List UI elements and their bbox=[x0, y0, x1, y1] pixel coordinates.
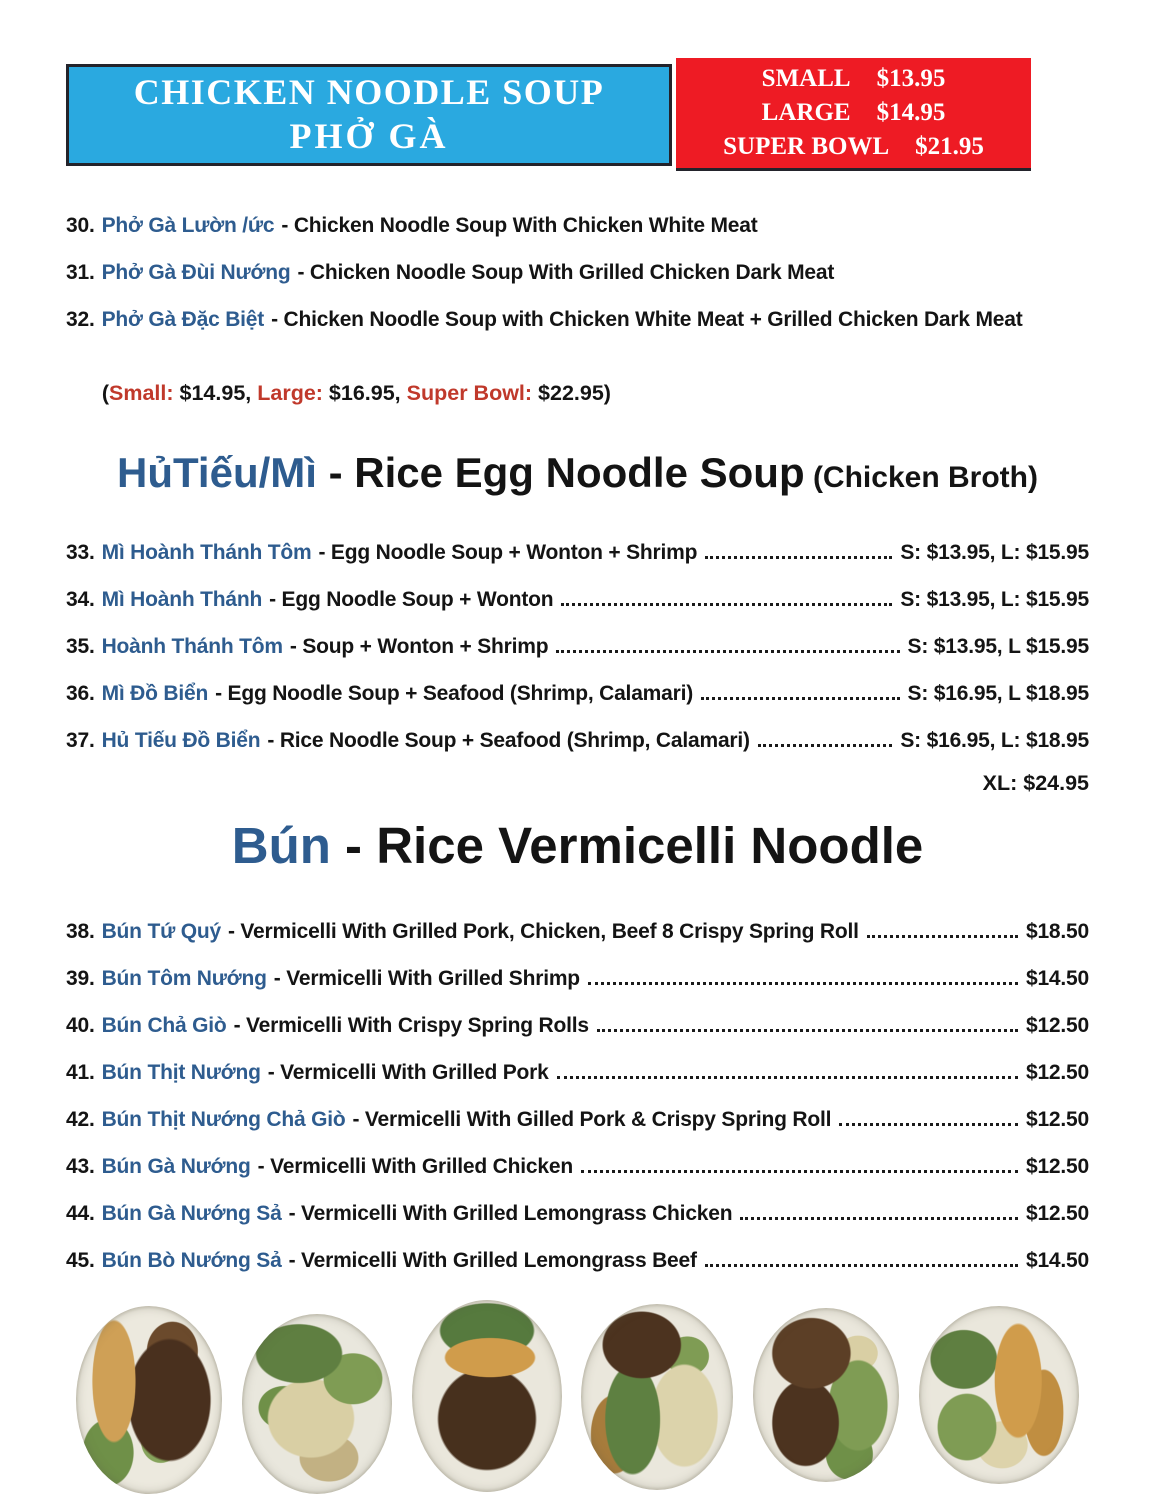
pho-ga-banner bbox=[66, 58, 1089, 171]
menu-item-33 bbox=[66, 542, 1089, 564]
vermicelli-bowl-photo-4 bbox=[581, 1304, 733, 1490]
note-size-label: Large: bbox=[257, 381, 323, 405]
item-name-vietnamese: Bún Thịt Nướng bbox=[101, 1061, 261, 1085]
item-number: 32. bbox=[66, 308, 95, 331]
pho-ga-items bbox=[66, 215, 1089, 431]
item-number: 35. bbox=[66, 634, 95, 658]
dot-leader bbox=[701, 697, 900, 700]
size-price: $21.95 bbox=[915, 132, 984, 160]
hutieu-section-heading bbox=[66, 447, 1089, 500]
item-description: - Vermicelli With Grilled Shrimp bbox=[273, 967, 580, 991]
dot-leader bbox=[557, 1076, 1018, 1079]
size-label: SUPER BOWL bbox=[723, 132, 890, 160]
vermicelli-bowl-photo-2 bbox=[242, 1314, 392, 1494]
heading-english: Rice Vermicelli Noodle bbox=[376, 816, 924, 874]
note-price: $22.95) bbox=[532, 381, 611, 405]
item-price: S: $16.95, L $18.95 bbox=[907, 681, 1089, 705]
item-price: $18.50 bbox=[1025, 920, 1089, 944]
dot-leader bbox=[758, 744, 893, 747]
item-number: 31. bbox=[66, 261, 95, 284]
heading-separator: - bbox=[330, 816, 377, 874]
vermicelli-bowl-photo-6 bbox=[919, 1306, 1079, 1484]
item-price: $12.50 bbox=[1025, 1202, 1089, 1226]
item-number: 30. bbox=[66, 214, 95, 237]
item-number: 45. bbox=[66, 1249, 95, 1273]
size-price-row bbox=[676, 62, 1031, 96]
note-size-label: Super Bowl: bbox=[406, 381, 533, 405]
item-name-vietnamese: Bún Chả Giò bbox=[101, 1014, 227, 1038]
menu-item-35 bbox=[66, 636, 1089, 658]
size-price: $13.95 bbox=[876, 65, 946, 93]
hutieu-items bbox=[66, 542, 1089, 796]
item-number: 38. bbox=[66, 920, 95, 944]
dot-leader bbox=[588, 982, 1018, 985]
item-number: 34. bbox=[66, 587, 95, 611]
item-name-vietnamese: Bún Tôm Nướng bbox=[101, 967, 267, 991]
item-price: S: $16.95, L: $18.95 bbox=[900, 728, 1089, 752]
item-description: - Vermicelli With Grilled Pork bbox=[267, 1061, 549, 1085]
item-description: - Soup + Wonton + Shrimp bbox=[289, 634, 549, 658]
item-description: - Chicken Noodle Soup With Chicken White Meat bbox=[281, 214, 758, 237]
heading-vietnamese: Bún bbox=[231, 816, 331, 874]
menu-item-37 bbox=[66, 730, 1089, 752]
item-price: $12.50 bbox=[1025, 1155, 1089, 1179]
dot-leader bbox=[556, 650, 899, 653]
item-price: $12.50 bbox=[1025, 1108, 1089, 1132]
menu-item-32 bbox=[66, 309, 1089, 331]
size-price-row bbox=[676, 96, 1031, 130]
menu-item-43 bbox=[66, 1156, 1089, 1178]
item-name-vietnamese: Bún Tứ Quý bbox=[101, 920, 221, 944]
dot-leader bbox=[839, 1123, 1018, 1126]
dot-leader bbox=[705, 1264, 1018, 1267]
item-description: - Vermicelli With Grilled Lemongrass Beef bbox=[288, 1249, 697, 1273]
item-number: 39. bbox=[66, 967, 95, 991]
item-price: $12.50 bbox=[1025, 1061, 1089, 1085]
bun-items bbox=[66, 921, 1089, 1272]
vermicelli-bowl-photo-3 bbox=[412, 1300, 562, 1492]
size-label: SMALL bbox=[761, 65, 851, 93]
item-description: - Egg Noodle Soup + Wonton bbox=[269, 587, 554, 611]
menu-item-38 bbox=[66, 921, 1089, 943]
menu-item-30 bbox=[66, 215, 1089, 237]
heading-separator: - bbox=[316, 449, 355, 496]
banner-title-vietnamese: PHỞ GÀ bbox=[289, 115, 449, 156]
item-price: $12.50 bbox=[1025, 1014, 1089, 1038]
menu-item-36 bbox=[66, 683, 1089, 705]
note-price: $16.95, bbox=[322, 381, 407, 405]
size-label: LARGE bbox=[761, 99, 851, 127]
item-name-vietnamese: Bún Gà Nướng Sả bbox=[101, 1202, 282, 1226]
item-description: - Chicken Noodle Soup with Chicken White Meat + Grilled Chicken Dark Meat bbox=[271, 308, 1023, 331]
item-price: $14.50 bbox=[1025, 967, 1089, 991]
menu-item-31 bbox=[66, 262, 1089, 284]
banner-title-box bbox=[66, 64, 672, 166]
menu-item-41 bbox=[66, 1062, 1089, 1084]
item-number: 37. bbox=[66, 728, 95, 752]
item-price: $14.50 bbox=[1025, 1249, 1089, 1273]
item-price: S: $13.95, L: $15.95 bbox=[900, 540, 1089, 564]
dot-leader bbox=[597, 1029, 1018, 1032]
menu-item-45 bbox=[66, 1250, 1089, 1272]
heading-subtitle: (Chicken Broth) bbox=[804, 461, 1038, 494]
item-number: 41. bbox=[66, 1061, 95, 1085]
banner-title-english: CHICKEN NOODLE SOUP bbox=[133, 72, 605, 113]
item-name-vietnamese: Mì Hoành Thánh Tôm bbox=[101, 540, 312, 564]
item-number: 33. bbox=[66, 540, 95, 564]
item-name-vietnamese: Phở Gà Lườn /ức bbox=[101, 214, 275, 237]
item-name-vietnamese: Hủ Tiếu Đồ Biển bbox=[101, 728, 261, 752]
item-name-vietnamese: Mì Hoành Thánh bbox=[101, 587, 263, 611]
item-description: - Egg Noodle Soup + Wonton + Shrimp bbox=[318, 540, 698, 564]
note-price: $14.95, bbox=[173, 381, 258, 405]
pho-ga-special-price-note bbox=[66, 356, 1089, 431]
item-description: - Vermicelli With Grilled Pork, Chicken, Beef 8 Crispy Spring Roll bbox=[227, 920, 859, 944]
menu-item-34 bbox=[66, 589, 1089, 611]
note-size-label: Small: bbox=[109, 381, 174, 405]
menu-item-39 bbox=[66, 968, 1089, 990]
item-number: 43. bbox=[66, 1155, 95, 1179]
heading-vietnamese: HủTiếu/Mì bbox=[117, 449, 317, 496]
item-description: - Chicken Noodle Soup With Grilled Chicken Dark Meat bbox=[297, 261, 835, 284]
item-description: - Vermicelli With Crispy Spring Rolls bbox=[233, 1014, 589, 1038]
heading-english: Rice Egg Noodle Soup bbox=[354, 449, 805, 496]
item-number: 44. bbox=[66, 1202, 95, 1226]
dot-leader bbox=[705, 556, 892, 559]
item-description: - Egg Noodle Soup + Seafood (Shrimp, Calamari) bbox=[215, 681, 694, 705]
item-description: - Rice Noodle Soup + Seafood (Shrimp, Calamari) bbox=[267, 728, 750, 752]
item-name-vietnamese: Bún Thịt Nướng Chả Giò bbox=[101, 1108, 346, 1132]
item-description: - Vermicelli With Grilled Chicken bbox=[257, 1155, 573, 1179]
menu-item-40 bbox=[66, 1015, 1089, 1037]
menu-item-42 bbox=[66, 1109, 1089, 1131]
banner-price-box bbox=[676, 58, 1031, 171]
item-number: 36. bbox=[66, 681, 95, 705]
size-price-row bbox=[676, 130, 1031, 164]
item-number: 42. bbox=[66, 1108, 95, 1132]
menu-item-44 bbox=[66, 1203, 1089, 1225]
xl-size-price-note: XL: $24.95 bbox=[982, 770, 1089, 795]
note-text: ( bbox=[101, 381, 110, 405]
item-name-vietnamese: Mì Đồ Biển bbox=[101, 681, 209, 705]
item-description: - Vermicelli With Grilled Lemongrass Chicken bbox=[288, 1202, 733, 1226]
item-name-vietnamese: Hoành Thánh Tôm bbox=[101, 634, 283, 658]
dot-leader bbox=[740, 1217, 1018, 1220]
bun-section-heading bbox=[66, 814, 1089, 878]
item-price: S: $13.95, L: $15.95 bbox=[900, 587, 1089, 611]
item-name-vietnamese: Phở Gà Đùi Nướng bbox=[101, 261, 291, 284]
vermicelli-bowl-photo-5 bbox=[753, 1308, 899, 1482]
food-photos-row bbox=[66, 1298, 1089, 1494]
size-price: $14.95 bbox=[876, 99, 946, 127]
item-number: 40. bbox=[66, 1014, 95, 1038]
dot-leader bbox=[581, 1170, 1018, 1173]
dot-leader bbox=[867, 935, 1018, 938]
item-description: - Vermicelli With Gilled Pork & Crispy Spring Roll bbox=[352, 1108, 832, 1132]
item-price: S: $13.95, L $15.95 bbox=[907, 634, 1089, 658]
item-name-vietnamese: Phở Gà Đặc Biệt bbox=[101, 308, 265, 331]
dot-leader bbox=[561, 603, 892, 606]
item-name-vietnamese: Bún Gà Nướng bbox=[101, 1155, 251, 1179]
vermicelli-bowl-photo-1 bbox=[76, 1306, 222, 1494]
item-name-vietnamese: Bún Bò Nướng Sả bbox=[101, 1249, 282, 1273]
